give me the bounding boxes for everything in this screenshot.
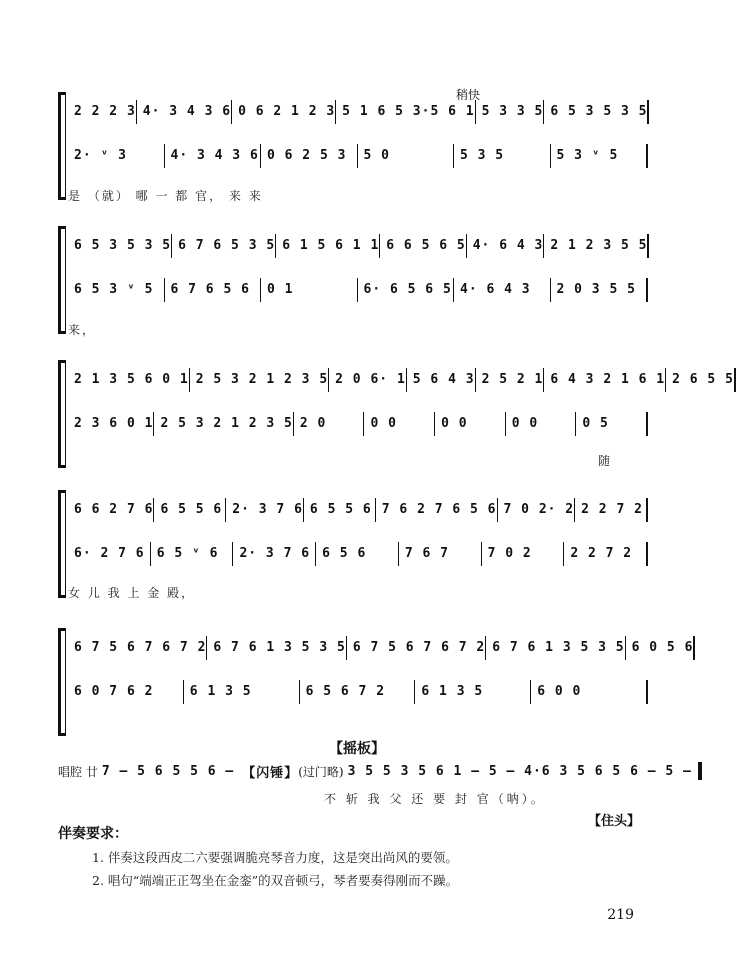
measure: 4· 3 4 3 6 [137,100,232,124]
measure: 6 5 5 6 [304,498,376,522]
measure: 6 1 5 6 1 1 [276,234,380,258]
measure: 2 2 7 2 [564,542,648,566]
measure: 6 5 5 6 [154,498,226,522]
score-system-2 [58,226,648,337]
measure: 6· 6 5 6 5 [358,278,455,302]
measure: 5 3 3 5 [476,100,545,124]
accompaniment-line [68,100,648,124]
accompaniment-line [68,636,694,660]
measure: 6 0 5 6 [626,636,696,660]
measure: 6 7 6 1 3 5 3 5 [486,636,625,660]
measure: 2 2 7 2 [575,498,648,522]
accompaniment-line [68,368,734,392]
lyric-line: 是 （就） 哪 一 都 官， 来 来 [68,189,263,203]
closing-label: 【住头】 [588,814,641,829]
measure: 0 5 [576,412,648,436]
accompaniment-line [68,234,648,258]
final-barline [698,762,702,780]
measure: 2 0 [294,412,365,436]
measure: 2· 3 7 6 [233,542,316,566]
measure: 6 5 3 ᵛ 5 [68,278,165,302]
measure: 6 0 0 [531,680,648,704]
score-system-3 [58,360,734,468]
measure: 6 7 5 6 7 6 7 2 [68,636,207,660]
ending-lyrics: 不 斩 我 父 还 要 封 官（呐）。 [324,792,546,806]
phrase-notes-2: 3 5 5 3 5 6 1 – 5 – 4·6 3 5 6 5 6 – 5 – [347,763,692,779]
lyric-line: 来， [68,323,97,337]
measure: 2 1 3 5 6 0 1 [68,368,190,392]
measure: 5 3 5 [454,144,551,168]
measure: 0 1 [261,278,358,302]
measure: 2 2 2 3 [68,100,137,124]
measure: 2 0 6· 1 [329,368,407,392]
measure: 0 0 [506,412,577,436]
measure: 7 6 7 [399,542,482,566]
measure: 6· 2 7 6 [68,542,151,566]
measure: 6 7 5 6 7 6 7 2 [347,636,486,660]
measure: 2 1 2 3 5 5 [544,234,649,258]
measure: 7 0 2 [482,542,565,566]
note-item: 2. 唱句“端端正正驾坐在金銮”的双音顿弓，琴者要奏得刚而不躁。 [92,873,459,888]
measure: 2· 3 7 6 [226,498,304,522]
ending-phrase [58,760,692,782]
measure: 6 4 3 2 1 6 1 [544,368,666,392]
vocal-line [68,680,648,704]
section-label: 【摇板】 [329,741,385,757]
measure: 6 7 6 5 6 [165,278,262,302]
score-system-4 [58,490,648,598]
measure: 6 6 2 7 6 [68,498,154,522]
measure: 5 3 ᵛ 5 [551,144,649,168]
measure: 2 0 3 5 5 [551,278,649,302]
measure: 6 5 3 5 3 5 [544,100,649,124]
measure: 2 5 2 1 [476,368,545,392]
measure: 6 1 3 5 [184,680,300,704]
note-item: 1. 伴奏这段西皮二六要强调脆亮琴音力度，这是突出尚风的要领。 [92,850,458,865]
vocal-line [68,144,648,168]
measure: 5 6 4 3 [407,368,476,392]
measure: 6 6 5 6 5 [380,234,466,258]
measure: 0 6 2 5 3 [261,144,358,168]
measure: 2 6 5 5 [666,368,736,392]
measure: 6 5 6 7 2 [300,680,416,704]
measure: 6 1 3 5 [415,680,531,704]
measure: 2 5 3 2 1 2 3 5 [190,368,329,392]
measure: 4· 6 4 3 [467,234,545,258]
phrase-start: 唱腔 廿 [58,764,98,779]
vocal-line [68,412,648,436]
measure: 0 6 2 1 2 3 [232,100,336,124]
measure: 6 5 6 [316,542,399,566]
measure: 6 7 6 1 3 5 3 5 [207,636,346,660]
measure: 0 0 [435,412,506,436]
notes-heading: 伴奏要求： [58,826,128,842]
measure: 4· 3 4 3 6 [165,144,262,168]
page-number: 219 [607,907,634,923]
measure: 5 1 6 5 3·5 6 1 [336,100,475,124]
bracket-label: 【闪锤】 [242,765,299,781]
bracket-note: (过门略) [298,764,344,779]
measure: 6 5 3 5 3 5 [68,234,172,258]
measure: 4· 6 4 3 [454,278,551,302]
measure: 7 0 2· 2 [498,498,576,522]
phrase-notes: 7 – 5 6 5 5 6 – [101,763,235,779]
accompaniment-line [68,498,648,522]
measure: 0 0 [364,412,435,436]
tempo-mark: 稍快 [456,88,481,102]
score-system-1 [58,88,648,203]
measure: 2· ᵛ 3 [68,144,165,168]
measure: 6 7 6 5 3 5 [172,234,276,258]
vocal-line [68,542,648,566]
lyric-line: 女 儿 我 上 金 殿， [68,586,196,600]
measure: 6 5 ᵛ 6 [151,542,234,566]
measure: 6 0 7 6 2 [68,680,184,704]
measure: 2 5 3 2 1 2 3 5 [154,412,293,436]
score-system-5 [58,628,694,736]
measure: 2 3 6 0 1 [68,412,154,436]
measure: 5 0 [358,144,455,168]
vocal-line [68,278,648,302]
measure: 7 6 2 7 6 5 6 [376,498,498,522]
lyric-line: 随 [598,454,613,468]
